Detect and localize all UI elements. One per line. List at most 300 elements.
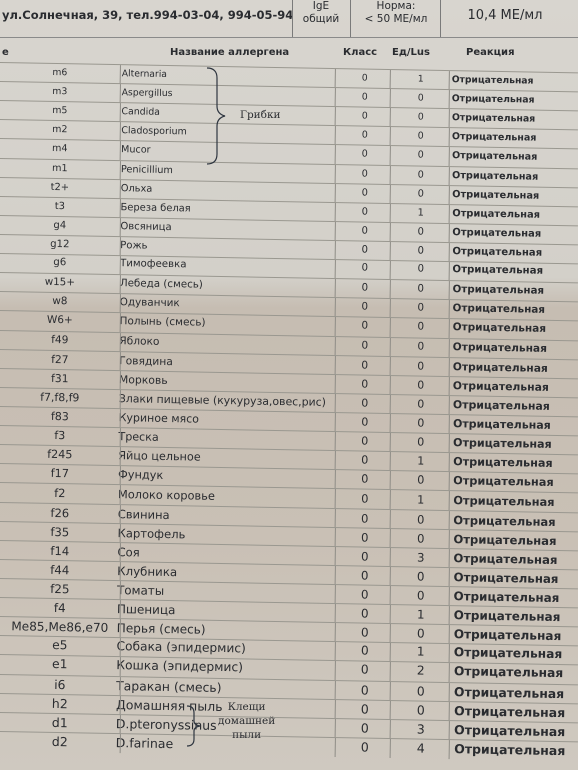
allergen-reaction: Отрицательная xyxy=(453,684,565,702)
allergen-reaction: Отрицательная xyxy=(452,169,539,182)
allergen-units: 0 xyxy=(417,168,424,180)
column-divider xyxy=(120,543,121,562)
allergen-reaction: Отрицательная xyxy=(453,588,560,605)
column-divider xyxy=(120,65,121,84)
column-divider xyxy=(390,166,391,185)
allergen-reaction: Отрицательная xyxy=(451,150,538,163)
allergen-reaction: Отрицательная xyxy=(451,74,534,87)
allergen-units: 0 xyxy=(416,683,425,699)
allergen-class: 0 xyxy=(361,205,369,217)
allergen-units: 1 xyxy=(417,73,424,85)
allergen-units: 0 xyxy=(417,111,424,123)
allergen-reaction: Отрицательная xyxy=(452,417,551,432)
allergen-class: 0 xyxy=(361,167,368,179)
allergen-name: Ольха xyxy=(120,182,153,195)
allergen-code: m5 xyxy=(52,105,68,117)
allergen-code: m6 xyxy=(52,66,68,79)
column-divider xyxy=(335,623,336,642)
allergen-code: i6 xyxy=(54,676,66,693)
allergen-reaction: Отрицательная xyxy=(453,722,566,740)
allergen-reaction: Отрицательная xyxy=(452,340,548,355)
allergen-reaction: Отрицательная xyxy=(453,665,564,681)
column-divider xyxy=(449,167,450,186)
allergen-reaction: Отрицательная xyxy=(453,703,566,721)
allergen-units: 0 xyxy=(416,530,425,546)
allergen-name: Тимофеевка xyxy=(119,258,187,271)
allergen-name: Рожь xyxy=(120,239,148,252)
column-divider xyxy=(335,241,336,260)
allergen-code: g12 xyxy=(50,238,70,250)
column-divider xyxy=(335,356,336,375)
allergen-code: f27 xyxy=(51,352,69,367)
allergen-code: w15+ xyxy=(44,276,76,289)
column-divider xyxy=(449,453,450,472)
allergen-reaction: Отрицательная xyxy=(452,436,552,452)
allergen-units: 0 xyxy=(417,359,425,373)
allergen-class: 0 xyxy=(361,472,369,486)
allergen-units: 0 xyxy=(417,283,425,296)
column-divider xyxy=(449,377,450,396)
column-divider xyxy=(449,568,450,587)
column-divider xyxy=(335,375,336,394)
column-divider xyxy=(335,165,336,184)
column-divider xyxy=(390,414,391,433)
column-divider xyxy=(120,638,121,657)
column-divider xyxy=(449,549,450,568)
column-divider xyxy=(120,371,121,390)
allergen-class: 0 xyxy=(361,491,369,506)
allergen-class: 0 xyxy=(361,453,369,467)
allergen-class: 0 xyxy=(360,529,369,545)
allergen-units: 0 xyxy=(417,416,425,430)
allergen-code: Me85,Me86,e70 xyxy=(11,618,109,635)
allergen-code: f17 xyxy=(50,467,70,481)
allergen-code: g6 xyxy=(53,257,67,269)
allergen-units: 0 xyxy=(417,397,425,411)
column-divider xyxy=(120,486,121,505)
column-divider xyxy=(335,107,336,126)
column-divider xyxy=(390,605,391,624)
allergen-class: 0 xyxy=(360,701,369,717)
column-divider xyxy=(120,466,121,485)
column-divider xyxy=(120,562,121,581)
allergen-reaction: Отрицательная xyxy=(452,302,546,317)
allergen-name: Свинина xyxy=(117,506,170,522)
column-divider xyxy=(449,492,450,511)
allergen-name: Яблоко xyxy=(119,334,160,348)
allergen-code: f4 xyxy=(53,600,66,615)
allergen-name: D.farinae xyxy=(115,735,174,752)
col-class: Класс xyxy=(343,47,378,58)
column-divider xyxy=(120,428,121,447)
column-divider xyxy=(449,683,450,702)
column-divider xyxy=(449,90,450,109)
allergen-class: 0 xyxy=(361,434,369,448)
column-divider xyxy=(390,357,391,376)
allergen-reaction: Отрицательная xyxy=(453,626,562,643)
column-divider xyxy=(390,701,391,720)
allergen-class: 0 xyxy=(361,377,369,391)
column-divider xyxy=(390,739,391,758)
allergen-code: h2 xyxy=(51,695,68,712)
allergen-name: Таракан (смесь) xyxy=(116,677,222,695)
column-divider xyxy=(335,661,336,680)
column-divider xyxy=(449,300,450,319)
column-divider xyxy=(120,256,121,275)
column-divider xyxy=(120,84,121,103)
column-divider xyxy=(120,658,121,677)
column-divider xyxy=(120,142,121,161)
allergen-code: f3 xyxy=(54,429,66,443)
lab-address: ул.Солнечная, 39, тел.994-03-04, 994-05-94 xyxy=(2,8,294,22)
column-divider xyxy=(335,681,336,700)
column-divider xyxy=(335,738,336,757)
allergen-code: t3 xyxy=(54,200,66,212)
allergen-units: 0 xyxy=(417,340,425,353)
allergen-name: Собака (эпидермис) xyxy=(116,639,246,657)
column-divider xyxy=(335,260,336,279)
column-divider xyxy=(449,205,450,224)
allergen-class: 0 xyxy=(361,110,368,122)
allergen-code: d1 xyxy=(51,714,68,731)
allergen-units: 0 xyxy=(416,569,425,584)
allergen-code: w8 xyxy=(52,295,68,308)
allergen-code: f14 xyxy=(50,543,70,558)
column-divider xyxy=(449,644,450,663)
allergen-units: 0 xyxy=(417,92,424,104)
allergen-class: 0 xyxy=(361,415,369,429)
allergen-name: Penicillium xyxy=(120,163,173,176)
allergen-units: 3 xyxy=(416,721,425,737)
column-divider xyxy=(449,625,450,644)
allergen-code: W6+ xyxy=(46,314,73,328)
allergen-class: 0 xyxy=(360,663,369,678)
allergen-units: 0 xyxy=(417,264,425,276)
column-divider xyxy=(390,89,391,108)
column-divider xyxy=(390,108,391,127)
column-divider xyxy=(390,586,391,605)
column-divider xyxy=(449,472,450,491)
column-divider xyxy=(390,127,391,146)
column-divider xyxy=(390,318,391,337)
mites-brace xyxy=(185,704,209,748)
allergen-class: 0 xyxy=(360,739,369,755)
allergen-class: 0 xyxy=(361,396,369,410)
column-divider xyxy=(449,511,450,530)
allergen-units: 0 xyxy=(417,302,425,315)
ige-label: IgE общий xyxy=(302,0,340,25)
allergen-class: 0 xyxy=(361,301,369,314)
column-divider xyxy=(390,261,391,280)
allergen-code: f7,f8,f9 xyxy=(40,390,80,405)
allergen-units: 1 xyxy=(417,454,425,468)
allergen-class: 0 xyxy=(361,224,369,237)
column-divider xyxy=(335,528,336,547)
column-divider xyxy=(120,161,121,180)
column-divider xyxy=(449,109,450,128)
allergen-name: Морковь xyxy=(118,373,168,387)
column-divider xyxy=(335,547,336,566)
allergen-name: Злаки пищевые (кукуруза,овес,рис) xyxy=(118,392,327,409)
column-divider xyxy=(449,415,450,434)
allergen-name: Лебеда (смесь) xyxy=(119,277,203,292)
allergen-class: 0 xyxy=(360,625,369,640)
allergen-code: f245 xyxy=(47,448,73,462)
allergen-units: 1 xyxy=(417,206,425,218)
norm-label: Норма: < 50 МЕ/мл xyxy=(364,0,428,25)
column-divider xyxy=(390,567,391,586)
column-divider xyxy=(449,530,450,549)
col-units: Ед/Lus xyxy=(392,47,431,58)
column-divider xyxy=(449,606,450,625)
column-divider xyxy=(335,394,336,413)
column-divider xyxy=(390,662,391,681)
column-divider xyxy=(335,337,336,356)
allergen-name: D.pteronyssinus xyxy=(115,716,217,733)
allergen-name: Кошка (эпидермис) xyxy=(116,658,244,676)
column-divider xyxy=(120,333,121,352)
column-divider xyxy=(335,470,336,489)
column-divider xyxy=(120,294,121,313)
column-divider xyxy=(449,224,450,243)
allergen-reaction: Отрицательная xyxy=(453,569,559,586)
column-divider xyxy=(449,721,450,740)
column-divider xyxy=(390,643,391,662)
column-divider xyxy=(449,664,450,683)
allergen-name: Фундук xyxy=(118,468,164,483)
allergen-units: 0 xyxy=(416,511,425,526)
column-divider xyxy=(120,524,121,543)
allergen-code: f83 xyxy=(50,409,69,424)
column-divider xyxy=(390,682,391,701)
column-divider xyxy=(335,279,336,298)
allergen-code: m4 xyxy=(51,143,68,155)
allergen-units: 3 xyxy=(416,549,425,565)
column-divider xyxy=(335,566,336,585)
column-divider xyxy=(390,529,391,548)
column-divider xyxy=(449,320,450,339)
column-divider xyxy=(335,432,336,451)
allergen-units: 0 xyxy=(416,626,425,641)
allergen-name: Яйцо цельное xyxy=(118,449,201,464)
allergen-class: 0 xyxy=(361,91,368,103)
allergen-name: Одуванчик xyxy=(119,296,180,310)
allergen-class: 0 xyxy=(360,606,369,621)
column-divider xyxy=(335,642,336,661)
allergen-name: Перья (смесь) xyxy=(116,620,206,637)
column-divider xyxy=(120,581,121,600)
allergen-name: Пшеница xyxy=(116,601,176,617)
allergen-name: Овсяница xyxy=(120,220,172,233)
allergen-reaction: Отрицательная xyxy=(452,321,547,336)
allergen-reaction: Отрицательная xyxy=(452,360,548,375)
column-divider xyxy=(390,395,391,414)
allergen-code: f26 xyxy=(50,505,70,520)
allergen-code: f2 xyxy=(54,486,66,501)
column-divider xyxy=(449,262,450,281)
allergen-units: 1 xyxy=(417,492,425,507)
allergen-code: m3 xyxy=(52,85,68,98)
column-divider xyxy=(449,243,450,262)
column-divider xyxy=(335,203,336,222)
column-divider xyxy=(335,184,336,203)
allergen-code: f35 xyxy=(50,524,70,539)
column-divider xyxy=(390,70,391,89)
column-divider xyxy=(335,509,336,528)
allergen-units: 0 xyxy=(417,435,425,449)
fungi-group-label: Грибки xyxy=(240,109,281,121)
allergen-class: 0 xyxy=(360,568,369,583)
allergen-code: f44 xyxy=(50,562,70,577)
allergen-units: 0 xyxy=(417,473,425,487)
column-divider xyxy=(335,585,336,604)
column-divider xyxy=(120,314,121,333)
allergen-reaction: Отрицательная xyxy=(453,455,553,471)
allergen-class: 0 xyxy=(360,587,369,602)
allergen-name: Aspergillus xyxy=(121,87,173,100)
column-divider xyxy=(449,434,450,453)
allergen-reaction: Отрицательная xyxy=(451,93,535,106)
allergen-reaction: Отрицательная xyxy=(451,131,537,144)
allergen-reaction: Отрицательная xyxy=(452,264,544,278)
column-divider xyxy=(390,299,391,318)
allergen-reaction: Отрицательная xyxy=(454,741,566,759)
column-divider xyxy=(335,88,336,107)
allergen-code: f25 xyxy=(50,581,70,596)
column-divider xyxy=(335,222,336,241)
column-divider xyxy=(335,451,336,470)
allergen-reaction: Отрицательная xyxy=(453,531,557,548)
column-divider xyxy=(120,600,121,619)
allergen-reaction: Отрицательная xyxy=(452,379,549,394)
column-divider xyxy=(120,218,121,237)
allergen-name: Cladosporium xyxy=(121,125,187,138)
allergen-reaction: Отрицательная xyxy=(451,112,536,125)
column-divider xyxy=(390,223,391,242)
allergen-units: 0 xyxy=(417,149,424,161)
allergen-reaction: Отрицательная xyxy=(452,398,550,413)
allergen-name: Alternaria xyxy=(121,68,168,80)
allergen-name: Mucor xyxy=(121,144,151,156)
allergen-reaction: Отрицательная xyxy=(452,226,542,240)
allergen-name: Полынь (смесь) xyxy=(119,315,206,330)
column-divider xyxy=(335,489,336,508)
column-divider xyxy=(120,447,121,466)
allergen-class: 0 xyxy=(361,263,369,275)
allergen-reaction: Отрицательная xyxy=(452,283,545,298)
allergen-class: 0 xyxy=(360,720,369,736)
column-divider xyxy=(449,702,450,721)
allergen-class: 0 xyxy=(361,339,369,352)
column-divider xyxy=(120,122,121,141)
column-divider xyxy=(120,352,121,371)
column-divider xyxy=(449,587,450,606)
column-divider xyxy=(390,242,391,261)
allergen-code: f49 xyxy=(51,333,69,347)
column-divider xyxy=(390,338,391,357)
column-divider xyxy=(335,604,336,623)
allergen-code: f31 xyxy=(50,371,69,386)
allergen-name: Треска xyxy=(118,430,159,444)
allergen-units: 0 xyxy=(417,187,424,199)
allergen-code: e5 xyxy=(52,638,68,653)
allergen-units: 0 xyxy=(416,588,425,603)
column-divider xyxy=(390,510,391,529)
allergen-class: 0 xyxy=(361,72,368,84)
allergen-class: 0 xyxy=(360,510,369,525)
column-divider xyxy=(335,126,336,145)
allergen-reaction: Отрицательная xyxy=(453,645,563,662)
allergen-name: Береза белая xyxy=(120,201,191,214)
column-divider xyxy=(449,740,450,759)
column-divider xyxy=(390,185,391,204)
column-divider xyxy=(120,619,121,638)
column-divider xyxy=(120,180,121,199)
allergen-reaction: Отрицательная xyxy=(453,607,561,624)
allergen-class: 0 xyxy=(361,282,369,295)
allergen-units: 0 xyxy=(416,702,425,718)
column-divider xyxy=(390,204,391,223)
allergen-units: 0 xyxy=(417,225,425,238)
column-divider xyxy=(120,275,121,294)
allergen-name: Соя xyxy=(117,544,140,559)
column-divider xyxy=(390,490,391,509)
allergen-code: m1 xyxy=(51,162,68,174)
column-divider xyxy=(390,280,391,299)
column-divider xyxy=(390,624,391,643)
column-divider xyxy=(449,281,450,300)
allergen-name: Клубника xyxy=(117,563,178,579)
allergen-code: d2 xyxy=(51,734,68,750)
allergen-reaction: Отрицательная xyxy=(453,474,554,490)
column-divider xyxy=(449,396,450,415)
column-divider xyxy=(335,700,336,719)
allergen-units: 1 xyxy=(416,645,425,660)
allergen-units: 0 xyxy=(417,378,425,392)
column-divider xyxy=(390,376,391,395)
allergen-reaction: Отрицательная xyxy=(452,188,540,202)
column-divider xyxy=(120,103,121,122)
allergen-class: 0 xyxy=(360,644,369,659)
column-divider xyxy=(335,298,336,317)
allergen-reaction: Отрицательная xyxy=(453,550,558,567)
column-divider xyxy=(120,390,121,409)
allergen-name: Куриное мясо xyxy=(118,411,200,426)
column-divider xyxy=(120,237,121,256)
allergen-units: 0 xyxy=(417,245,425,257)
col-number: е xyxy=(2,47,9,58)
col-allergen-name: Название аллергена xyxy=(170,47,290,58)
allergen-class: 0 xyxy=(361,129,368,141)
column-divider xyxy=(335,719,336,738)
fungi-brace xyxy=(205,66,235,166)
allergen-class: 0 xyxy=(361,358,369,372)
column-divider xyxy=(335,413,336,432)
mites-group-label: Клещи домашней пыли xyxy=(218,701,276,741)
allergen-units: 1 xyxy=(416,607,425,622)
column-divider xyxy=(390,548,391,567)
allergen-units: 2 xyxy=(416,664,425,679)
allergen-units: 4 xyxy=(416,740,425,756)
allergen-name: Картофель xyxy=(117,525,186,541)
allergen-class: 0 xyxy=(360,548,369,564)
column-divider xyxy=(390,471,391,490)
allergen-class: 0 xyxy=(360,682,369,698)
column-divider xyxy=(390,720,391,739)
allergen-reaction: Отрицательная xyxy=(453,493,555,510)
column-divider xyxy=(449,339,450,358)
column-divider xyxy=(335,145,336,164)
